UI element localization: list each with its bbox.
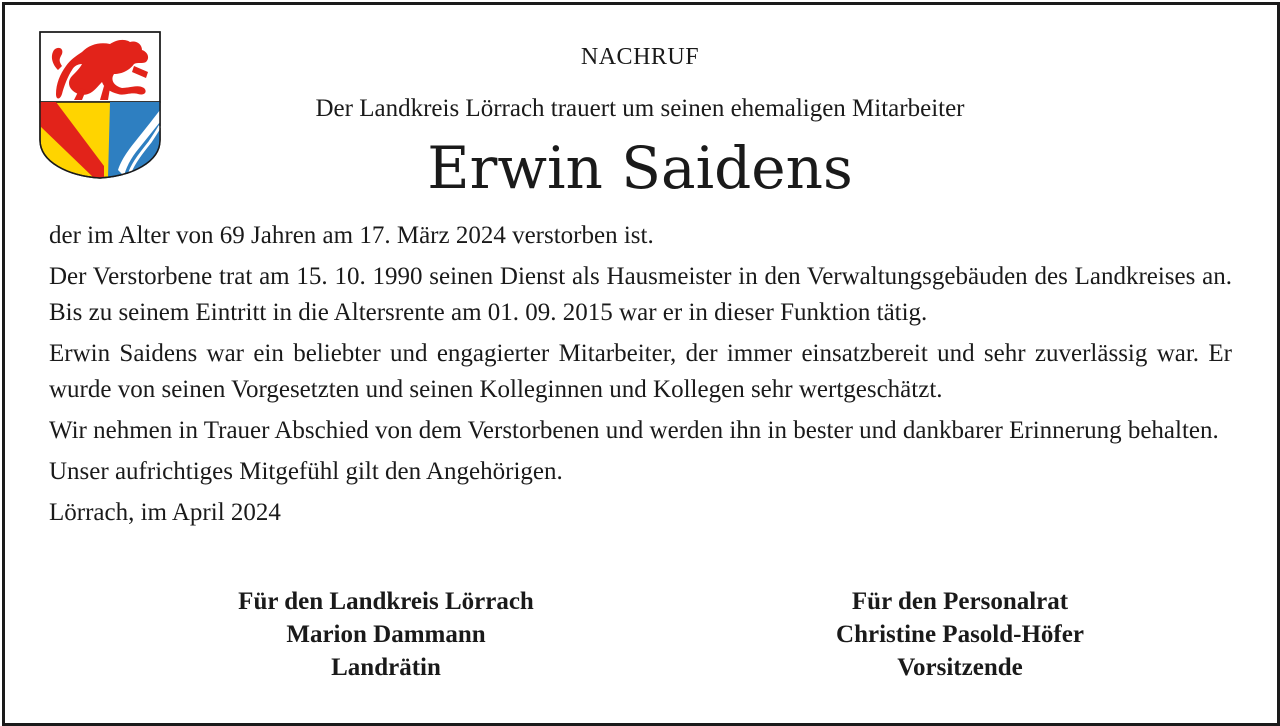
signature-name: Christine Pasold-Höfer <box>836 621 1084 648</box>
obituary-subheading: Der Landkreis Lörrach trauert um seinen ehemaligen Mitarbeiter <box>315 95 965 122</box>
signature-block-left <box>126 585 646 684</box>
paragraph-career: Der Verstorbene trat am 15. 10. 1990 seinen Dienst als Hausmeister in den Verwaltungsgebäuden des Landkreises an. Bis zu seinem Eintritt in die Altersrente am 01. 09. 2015 war er in dieser Funktion tätig. <box>49 263 1232 326</box>
place-date: Lörrach, im April 2024 <box>49 499 281 526</box>
paragraph-character: Erwin Saidens war ein beliebter und engagierter Mitarbeiter, der immer einsatzbereit und sehr zuverlässig war. Er wurde von seinen Vorgesetzten und seinen Kolleginnen und Kollegen sehr wertgeschätzt. <box>49 340 1232 403</box>
signature-role: Vorsitzende <box>897 654 1023 681</box>
obituary-body <box>49 218 1232 536</box>
signature-role: Landrätin <box>331 654 441 681</box>
paragraph-condolence: Unser aufrichtiges Mitgefühl gilt den Angehörigen. <box>49 458 563 485</box>
obituary-heading: NACHRUF <box>580 44 700 70</box>
signature-name: Marion Dammann <box>286 621 486 648</box>
deceased-name: Erwin Saidens <box>427 134 853 202</box>
signature-block-right <box>700 585 1220 684</box>
paragraph-age: der im Alter von 69 Jahren am 17. März 2024 verstorben ist. <box>49 222 654 249</box>
paragraph-farewell: Wir nehmen in Trauer Abschied von dem Verstorbenen und werden ihn in bester und dankbarer Erinnerung behalten. <box>49 417 1219 444</box>
signature-org: Für den Landkreis Lörrach <box>238 588 534 615</box>
signature-org: Für den Personalrat <box>851 588 1069 615</box>
